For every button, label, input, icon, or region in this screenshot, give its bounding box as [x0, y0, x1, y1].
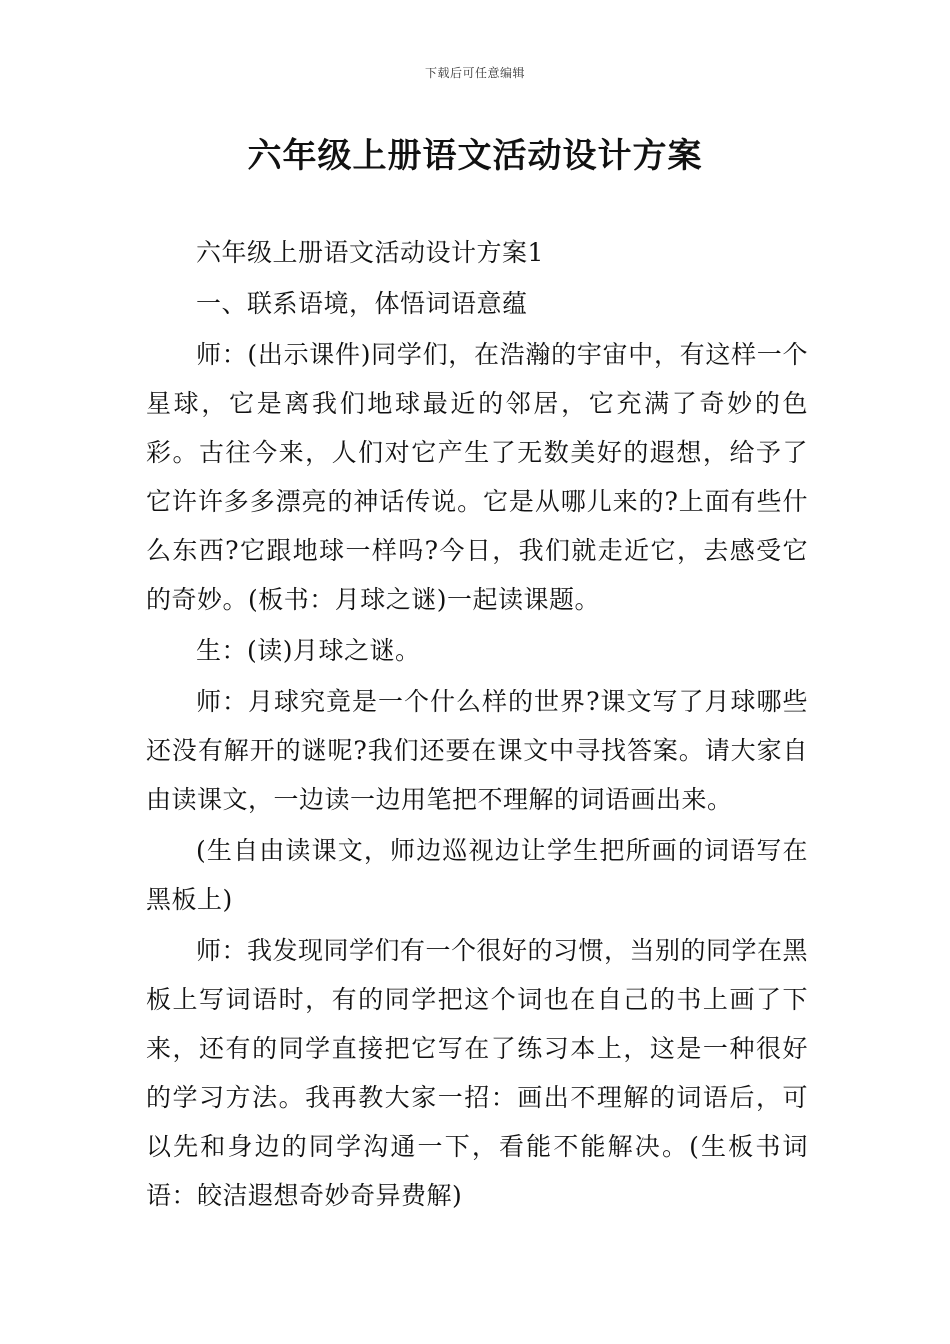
paragraph-teacher-question: 师：月球究竟是一个什么样的世界?课文写了月球哪些还没有解开的谜呢?我们还要在课文中寻找答案。请大家自由读课文，一边读一边用笔把不理解的词语画出来。 [146, 687, 808, 814]
paragraph-teacher-intro: 师：(出示课件)同学们，在浩瀚的宇宙中，有这样一个星球，它是离我们地球最近的邻居，它充满了奇妙的色彩。古往今来，人们对它产生了无数美好的遐想，给予了它许许多多漂亮的神话传说。它是从哪儿来的?上面有些什么东西?它跟地球一样吗?今日，我们就走近它，去感受它的奇妙。(板书：月球之谜)一起读课题。 [146, 340, 808, 614]
paragraph-stage-direction: (生自由读课文，师边巡视边让学生把所画的词语写在黑板上) [146, 836, 808, 914]
header-note: 下载后可任意编辑 [424, 66, 525, 80]
paragraph-subtitle: 六年级上册语文活动设计方案1 [196, 238, 544, 267]
paragraph-section-heading: 一、联系语境，体悟词语意蕴 [196, 289, 528, 318]
document-body [146, 228, 808, 1222]
paragraph-teacher-method: 师：我发现同学们有一个很好的习惯，当别的同学在黑板上写词语时，有的同学把这个词也在自己的书上画了下来，还有的同学直接把它写在了练习本上，这是一种很好的学习方法。我再教大家一招：画出不理解的词语后，可以先和身边的同学沟通一下，看能不能解决。(生板书词语：皎洁遐想奇妙奇异费解) [146, 936, 809, 1210]
document-title: 六年级上册语文活动设计方案 [247, 136, 703, 176]
paragraph-student-reading: 生：(读)月球之谜。 [196, 636, 421, 665]
